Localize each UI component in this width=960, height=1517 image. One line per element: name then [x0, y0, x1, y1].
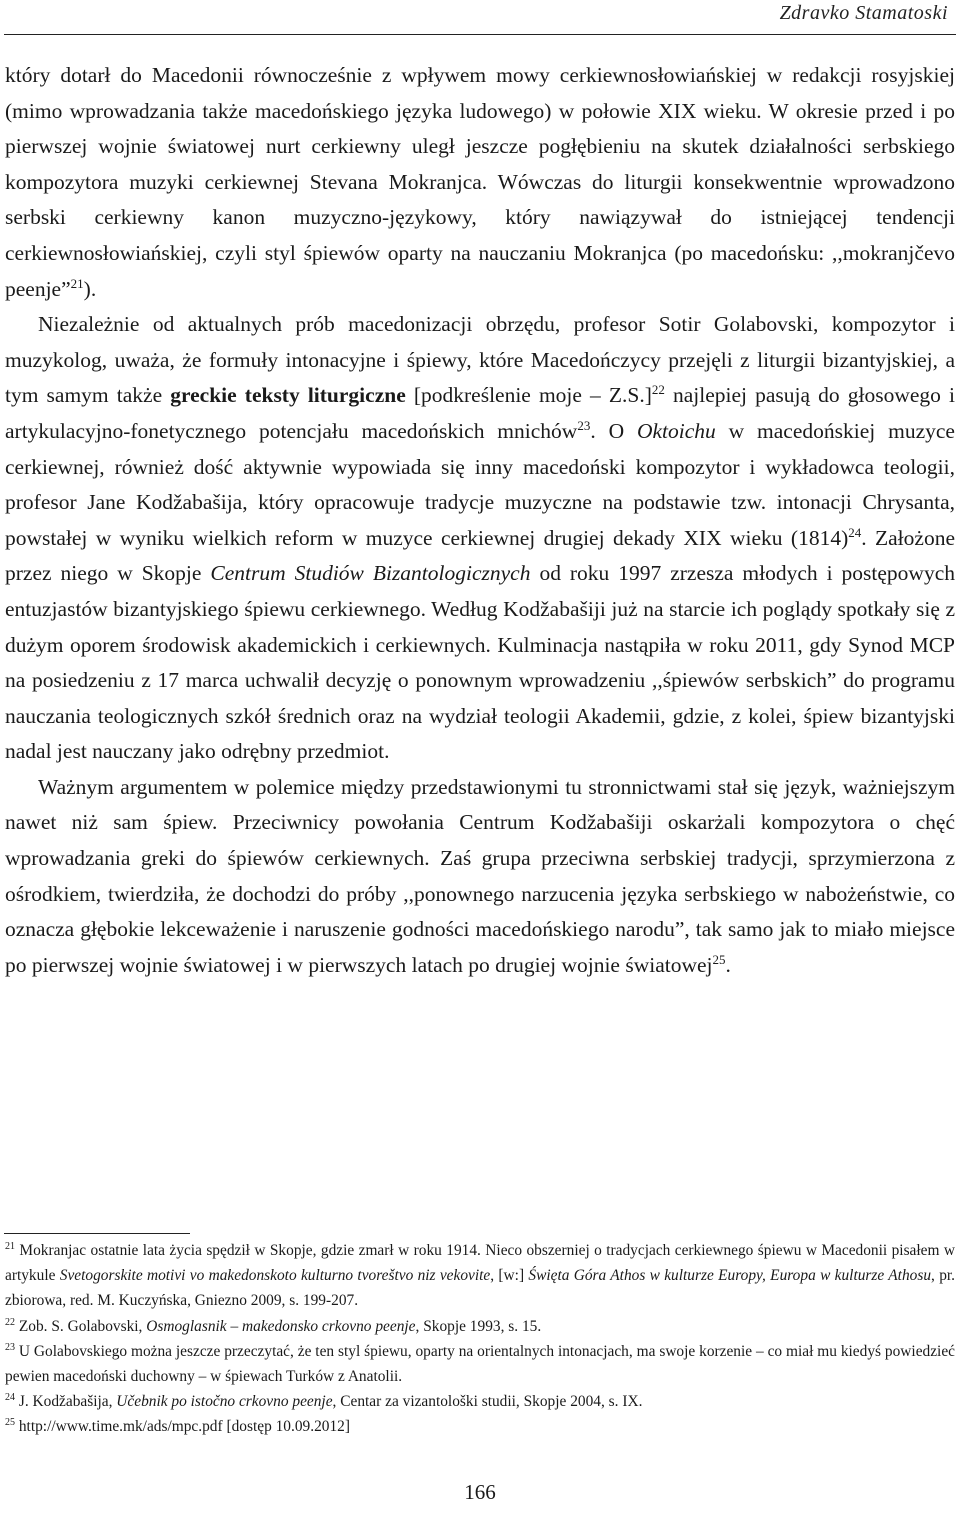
emphasis-italic: Centrum Studiów Bizantologicznych: [210, 561, 531, 586]
text-run: . O: [590, 418, 637, 443]
text-run: Ważnym argumentem w polemice między przedstawionymi tu stronnictwami stał się język, ważniejszym nawet niż sam śpiew. Przeciwnicy powołania Centrum Kodžabašiji oskarżali kompozytora o chęć wprowadzania greki do śpiewów cerkiewnych. Zaś grupa przeciwna serbskiej tradycji, sprzymierzona z ośrodkiem, twierdziła, że dochodzi do próby ,,ponownego narzucenia języka serbskiego w nabożeństwie, co oznacza głębokie lekceważenie i naruszenie godności macedońskiego narodu”, tak samo jak to miało miejsce po pierwszej wojnie światowej i w pierwszych latach po drugiej wojnie światowej: [5, 774, 955, 977]
footnote: [5, 1339, 955, 1389]
paragraph: [5, 58, 955, 307]
text-run: , pr. zbiorowa, red. M. Kuczyńska, Gniezno 2009, s. 199-207.: [5, 1267, 956, 1310]
header-rule: [4, 34, 956, 35]
paragraph: [5, 307, 955, 770]
text-run: [podkreślenie moje – Z.S.]: [405, 383, 652, 408]
text-run: J. Kodžabašija,: [15, 1393, 117, 1411]
text-run: U Golabovskiego można jeszcze przeczytać, że ten styl śpiewu, oparty na orientalnych intonacjach, ma swoje korzenie – co miał mu kiedyś powiedzieć pewien macedoński duchowny – w śpiewach Turków z Anatolii.: [5, 1342, 955, 1386]
paragraph: [5, 770, 955, 984]
footnote: [5, 1238, 955, 1314]
text-run: http://www.time.mk/ads/mpc.pdf [dostęp 10.09.2012]: [15, 1418, 350, 1436]
footnote-ref: 22: [5, 1316, 15, 1328]
footnotes: [5, 1238, 955, 1440]
emphasis-italic: Święta Góra Athos w kulturze Europy, Europa w kulturze Athosu: [528, 1267, 932, 1285]
footnote-ref: 23: [577, 417, 591, 433]
text-run: , Skopje 1993, s. 15.: [415, 1317, 542, 1335]
emphasis-italic: Osmoglasnik – makedonsko crkovno peenje: [146, 1317, 416, 1335]
text-run: , [w:]: [490, 1267, 529, 1285]
text-run: najlepiej pasują do głosowego i artykulacyjno-fonetycznego potencjału macedońskich mnichów: [5, 383, 955, 443]
footnote-separator: [4, 1233, 190, 1234]
running-header: Zdravko Stamatoski: [779, 2, 948, 24]
footnote-ref: 22: [651, 382, 665, 398]
text-run: Mokranjac ostatnie lata życia spędził w Skopje, gdzie zmarł w roku 1914. Nieco obszerniej o tradycjach cerkiewnego śpiewu w Macedonii pisałem w artykule: [5, 1242, 955, 1285]
footnote-ref: 25: [5, 1417, 15, 1429]
footnote: [5, 1414, 955, 1439]
footnote: [5, 1389, 955, 1414]
footnote-ref: 25: [712, 951, 726, 967]
body-text: [5, 58, 955, 983]
text-run: ).: [83, 276, 97, 301]
footnote-ref: 24: [5, 1392, 15, 1404]
emphasis-bold: greckie teksty liturgiczne: [170, 383, 406, 408]
page-number: 166: [464, 1480, 496, 1504]
emphasis-italic: Svetogorskite motivi vo makedonskoto kulturno tvoreštvo niz vekovite: [59, 1267, 491, 1285]
text-run: od roku 1997 zrzesza młodych i postępowych entuzjastów bizantyjskiego śpiewu cerkiewnego. Według Kodžabašiji już na starcie ich poglądy spotkały się z dużym oporem środowisk akademickich i cerkiewnych. Kulminacja nastąpiła w roku 2011, gdy Synod MCP na posiedzeniu z 17 marca uchwalił decyzję o ponownym wprowadzeniu ,,śpiewów serbskich” do programu nauczania teologicznych szkół średnich oraz na wydział teologii Akademii, gdzie, z kolei, śpiew bizantyjski nadal jest nauczany jako odrębny przedmiot.: [5, 561, 955, 764]
text-run: , Centar za vizantološki studii, Skopje 2004, s. IX.: [332, 1393, 643, 1411]
text-run: który dotarł do Macedonii równocześnie z wpływem mowy cerkiewnosłowiańskiej w redakcji rosyjskiej (mimo wprowadzania także macedońskiego języka ludowego) w połowie XIX wieku. W okresie przed i po pierwszej wojnie światowej nurt cerkiewny uległ jeszcze pogłębieniu na skutek działalności serbskiego kompozytora muzyki cerkiewnej Stevana Mokranjca. Wówczas do liturgii konsekwentnie wprowadzono serbski cerkiewny kanon muzyczno-językowy, który nawiązywał do istniejącej tendencji cerkiewnosłowiańskiej, czyli styl śpiewów oparty na nauczaniu Mokranjca (po macedońsku: ,,mokranjčevo peenje”: [5, 63, 955, 301]
text-run: Zob. S. Golabovski,: [15, 1317, 147, 1335]
footnote: [5, 1314, 955, 1339]
emphasis-italic: Oktoichu: [636, 418, 716, 443]
footnote-ref: 24: [848, 524, 862, 540]
footnote-ref: 21: [70, 275, 84, 291]
footnote-ref: 21: [5, 1240, 15, 1252]
text-run: w macedońskiej muzyce cerkiewnej, również dość aktywnie wypowiada się inny macedoński kompozytor i wykładowca teologii, profesor Jane Kodžabašija, który opracowuje tradycje muzyczne na podstawie tzw. intonacji Chrysanta, powstałej w wyniku wielkich reform w muzyce cerkiewnej drugiej dekady XIX wieku (1814): [5, 418, 955, 550]
footnote-ref: 23: [5, 1341, 15, 1353]
emphasis-italic: Učebnik po istočno crkovno peenje: [116, 1393, 333, 1411]
text-run: .: [725, 952, 731, 977]
text-run: Niezależnie od aktualnych prób macedonizacji obrzędu, profesor Sotir Golabovski, kompozytor i muzykolog, uważa, że formuły intonacyjne i śpiewy, które Macedończycy przejęli z liturgii bizantyjskiej, a tym samym także: [5, 312, 955, 408]
text-run: . Założone przez niego w Skopje: [5, 525, 955, 586]
